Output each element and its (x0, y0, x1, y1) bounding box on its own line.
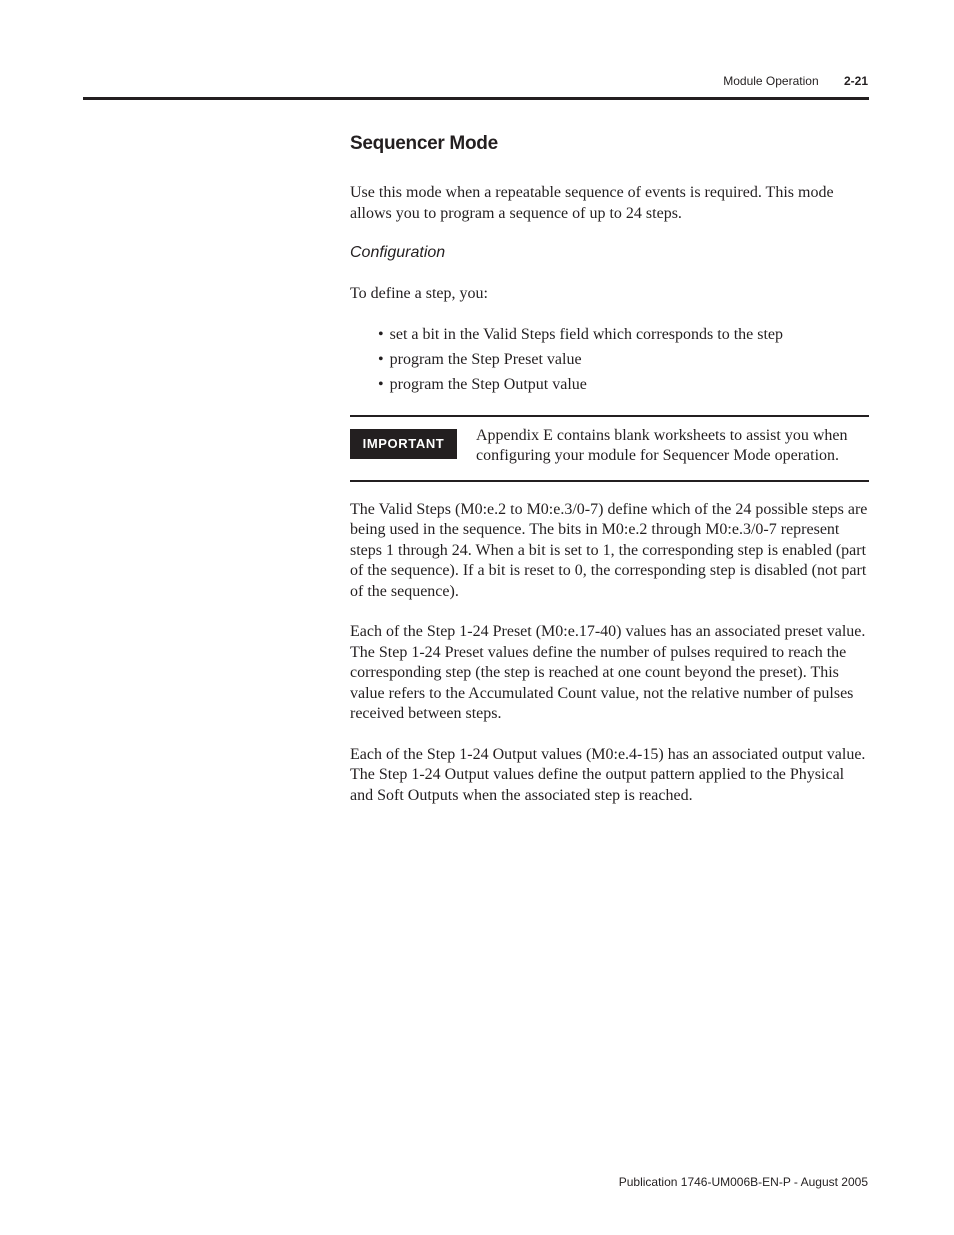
define-step-paragraph: To define a step, you: (350, 285, 488, 302)
configuration-subheading: Configuration (350, 244, 446, 261)
valid-steps-paragraph: The Valid Steps (M0:e.2 to M0:e.3/0-7) define which of the 24 possible steps are being used in the sequence. The bits in M0:e.2 through M0:e.3/0-7 represent steps 1 through 24. When a bit is set to 1, the corresponding step is enabled (part of the sequence). If a bit is reset to 0, the corresponding step is disabled (not part of the sequence). (350, 500, 868, 600)
publication-footer: Publication 1746-UM006B-EN-P - August 2005 (618, 1175, 868, 1189)
header-rule (83, 97, 869, 100)
important-badge: IMPORTANT (350, 429, 457, 459)
step-preset-paragraph: Each of the Step 1-24 Preset (M0:e.17-40) values has an associated preset value. The Step 1-24 Preset values define the number of pulses required to reach the corresponding step (the step is reached at one count beyond the preset). This value refers to the Accumulated Count value, not the relative number of pulses received between steps. (350, 623, 866, 722)
bullet-item: • program the Step Output value (378, 375, 869, 395)
important-note (350, 415, 869, 482)
header-section-title: Module Operation (723, 74, 819, 88)
page-content (350, 133, 869, 826)
intro-paragraph: Use this mode when a repeatable sequence of events is required. This mode allows you to program a sequence of up to 24 steps. (350, 184, 834, 222)
step-bullet-list (378, 325, 869, 395)
bullet-item: • set a bit in the Valid Steps field which corresponds to the step (378, 325, 869, 345)
section-heading: Sequencer Mode (350, 133, 498, 154)
bullet-item: • program the Step Preset value (378, 350, 869, 370)
page-number: 2-21 (843, 74, 868, 88)
step-output-paragraph: Each of the Step 1-24 Output values (M0:e.4-15) has an associated output value. The Step 1-24 Output values define the output pattern applied to the Physical and Soft Outputs when the associated step is reached. (350, 745, 866, 804)
important-text: Appendix E contains blank worksheets to assist you when configuring your module for Sequencer Mode operation. (476, 426, 848, 464)
running-header (723, 74, 868, 88)
